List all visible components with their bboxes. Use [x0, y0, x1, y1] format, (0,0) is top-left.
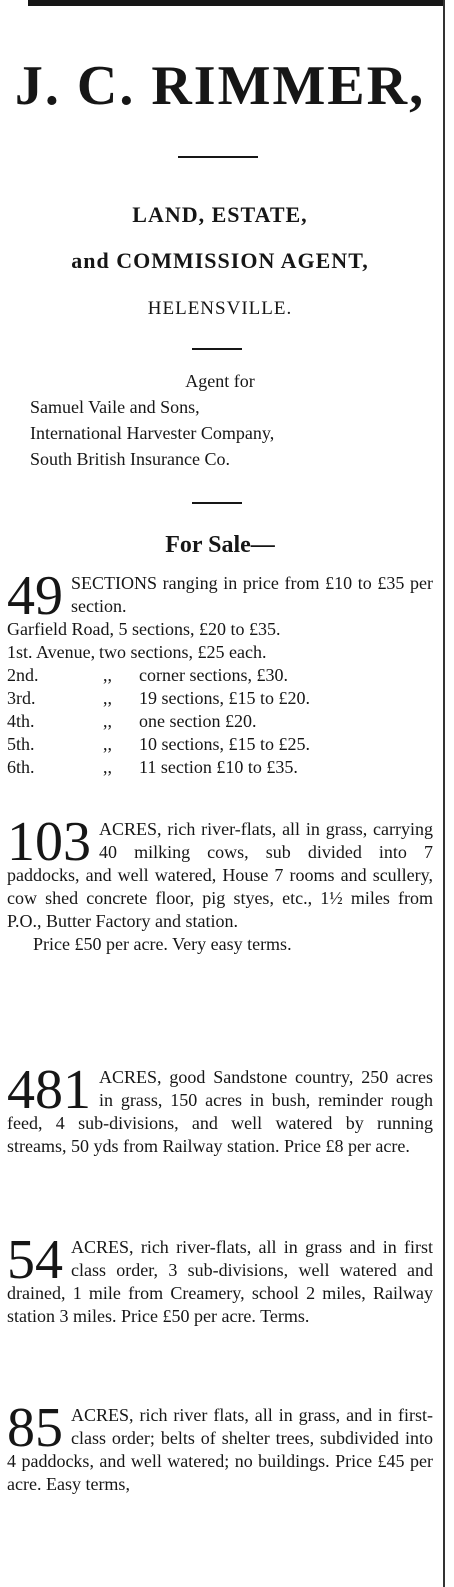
listing-text: ACRES, rich river flats, all in grass, and in first-class order; belts of shelter trees, subdivided into 4 paddocks, and well watered; no buildings. Price £45 per acre. Easy terms,: [7, 1405, 433, 1494]
listing-49: [7, 565, 433, 779]
listing-price: Price £50 per acre. Very easy terms.: [33, 934, 292, 954]
avenue-name: 1st. Avenue,: [7, 642, 96, 662]
listing-text: ACRES, rich river-flats, all in grass, carrying 40 milking cows, sub divided into 7 paddocks, and well watered, House 7 rooms and scullery, cow shed concrete floor, pig styes, etc., 1½ miles from P.O., Butter Factory and station.: [7, 819, 433, 931]
agency-list: [0, 368, 440, 472]
avenue-detail: corner sections, £30.: [139, 665, 288, 685]
listing-85: [7, 1397, 433, 1496]
avenue-name: 4th.: [7, 711, 35, 731]
avenue-ditto: ,,: [103, 688, 112, 708]
listing-54: [7, 1229, 433, 1328]
listing-number: 481: [7, 1059, 91, 1121]
avenue-row: [7, 687, 433, 710]
divider-2: [192, 348, 242, 350]
listing-intro: SECTIONS ranging in price from £10 to £35 per section.: [71, 573, 433, 616]
avenue-detail: 11 section £10 to £35.: [139, 757, 298, 777]
listing-481: [7, 1059, 433, 1158]
agent-name: J. C. RIMMER,: [14, 55, 426, 117]
avenue-detail: 10 sections, £15 to £25.: [139, 734, 310, 754]
listing-number: 49: [7, 565, 63, 627]
listing-street: Garfield Road, 5 sections, £20 to £35.: [7, 619, 281, 639]
avenue-name: 2nd.: [7, 665, 39, 685]
heading-commission-agent: and COMMISSION AGENT,: [71, 248, 369, 273]
listing-text: ACRES, good Sandstone country, 250 acres in grass, 150 acres in bush, reminder rough feed, 4 sub-divisions, and well watered by running streams, 50 yds from Railway station. Price £8 per acre.: [7, 1067, 433, 1156]
avenue-row: [7, 664, 433, 687]
agency-firm: South British Insurance Co.: [30, 449, 230, 469]
listing-103: [7, 811, 433, 956]
avenue-row: [7, 710, 433, 733]
listing-number: 54: [7, 1229, 63, 1291]
avenue-name: 6th.: [7, 757, 35, 777]
heading-land-estate: LAND, ESTATE,: [132, 202, 308, 227]
for-sale-heading: For Sale—: [165, 532, 275, 558]
agency-lead: Agent for: [185, 371, 255, 391]
avenue-detail: two sections, £25 each.: [99, 642, 267, 662]
avenue-row: [7, 756, 433, 779]
avenue-name: 3rd.: [7, 688, 36, 708]
listing-number: 103: [7, 811, 91, 873]
avenue-name: 5th.: [7, 734, 35, 754]
avenue-row: [7, 733, 433, 756]
top-border-rule: [28, 0, 443, 6]
divider-1: [178, 156, 258, 158]
avenue-row: [7, 641, 433, 664]
divider-3: [192, 502, 242, 504]
listing-text: ACRES, rich river-flats, all in grass and in first class order, 3 sub-divisions, well watered and drained, 1 mile from Creamery, school 2 miles, Railway station 3 miles. Price £50 per acre. Terms.: [7, 1237, 433, 1326]
avenue-ditto: ,,: [103, 734, 112, 754]
column-divider-rule: [443, 0, 445, 1587]
agency-firm: Samuel Vaile and Sons,: [30, 397, 200, 417]
avenue-detail: one section £20.: [139, 711, 257, 731]
agent-location: HELENSVILLE.: [147, 298, 293, 319]
avenue-ditto: ,,: [103, 665, 112, 685]
avenue-ditto: ,,: [103, 757, 112, 777]
agency-firm: International Harvester Company,: [30, 423, 275, 443]
avenue-ditto: ,,: [103, 711, 112, 731]
listing-number: 85: [7, 1397, 63, 1459]
avenue-detail: 19 sections, £15 to £20.: [139, 688, 310, 708]
